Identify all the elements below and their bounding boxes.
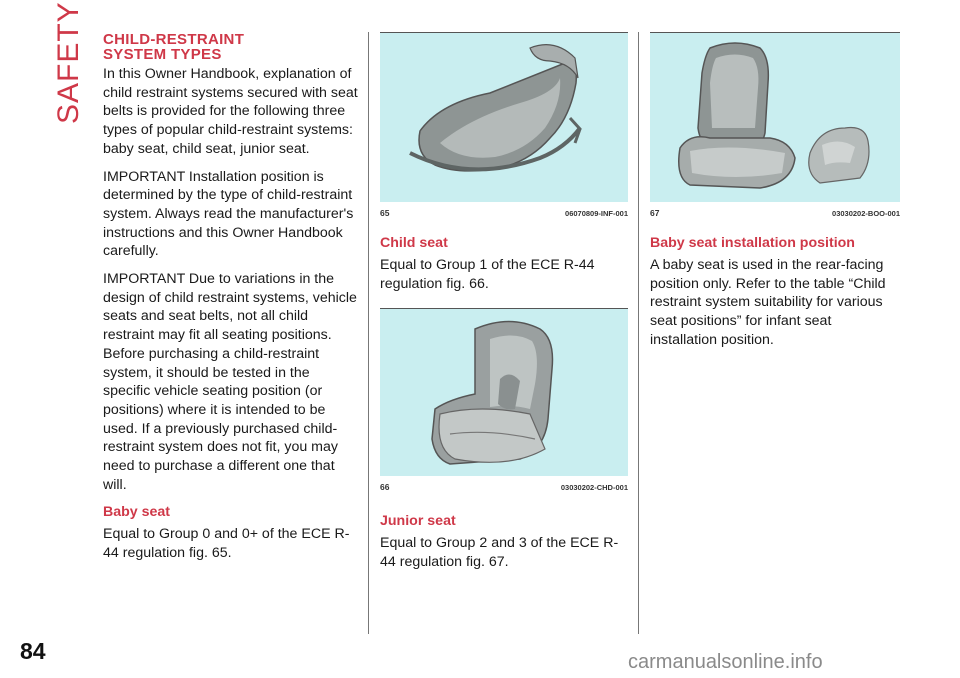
baby-seat-heading: Baby seat [103,504,171,521]
intro-paragraph: In this Owner Handbook, explanation of child restraint systems secured with seat belts is provided for the following three types of popular child-restraint systems: baby seat, child seat, junior seat. [103,66,358,157]
important-paragraph-2: IMPORTANT Due to variations in the design of child restraint systems, vehicle seats and seat belts, not all child restraint may fit all seating positions. Before purchasing a child-restraint system, it should be tested in the specific vehicle seating position (or positions) where it is intended to be used. If a previously purchased child-restraint system does not fit, you may need to purchase a different one that will. [103,271,357,493]
figure-66-number: 66 [380,482,390,493]
column-divider [368,32,369,634]
column-divider [638,32,639,634]
baby-seat-text: Equal to Group 0 and 0+ of the ECE R-44 regulation fig. 65. [103,526,350,562]
column-2 [380,32,628,581]
baby-seat-illustration-icon [380,33,628,202]
junior-seat-illustration-icon [650,33,900,202]
child-seat-text: Equal to Group 1 of the ECE R-44 regulation fig. 66. [380,257,595,292]
figure-66 [380,308,628,494]
figure-65-number: 65 [380,208,390,218]
column-3 [650,32,900,359]
figure-67-number: 67 [650,208,660,218]
installation-heading: Baby seat installation position [650,235,855,251]
section-heading-line-1: CHILD-RESTRAINT [103,31,245,48]
figure-67-code: 03030202-BOO-001 [832,209,900,218]
page-number: 84 [20,638,46,664]
junior-seat-heading: Junior seat [380,513,456,530]
section-heading-line-2: SYSTEM TYPES [103,46,222,63]
section-label [52,1,90,124]
junior-seat-text: Equal to Group 2 and 3 of the ECE R-44 regulation fig. 67. [380,535,619,571]
column-1 [103,32,359,572]
section-label-text: SAFETY [52,1,85,124]
figure-66-code: 03030202-CHD-001 [560,483,628,493]
child-seat-illustration-icon [380,309,628,476]
section-heading [103,32,359,62]
watermark: carmanualsonline.info [628,651,823,673]
figure-65 [380,32,628,220]
figure-65-code: 06070809-INF-001 [565,209,628,218]
important-paragraph-1: IMPORTANT Installation position is determined by the type of child-restraint system. Always read the manufacturer's instructions and this Owner Handbook carefully. [103,168,354,260]
child-seat-heading: Child seat [380,235,448,251]
figure-67 [650,32,900,220]
installation-text: A baby seat is used in the rear-facing position only. Refer to the table “Child restraint system suitability for various seat positions” for infant seat installation position. [650,257,886,348]
